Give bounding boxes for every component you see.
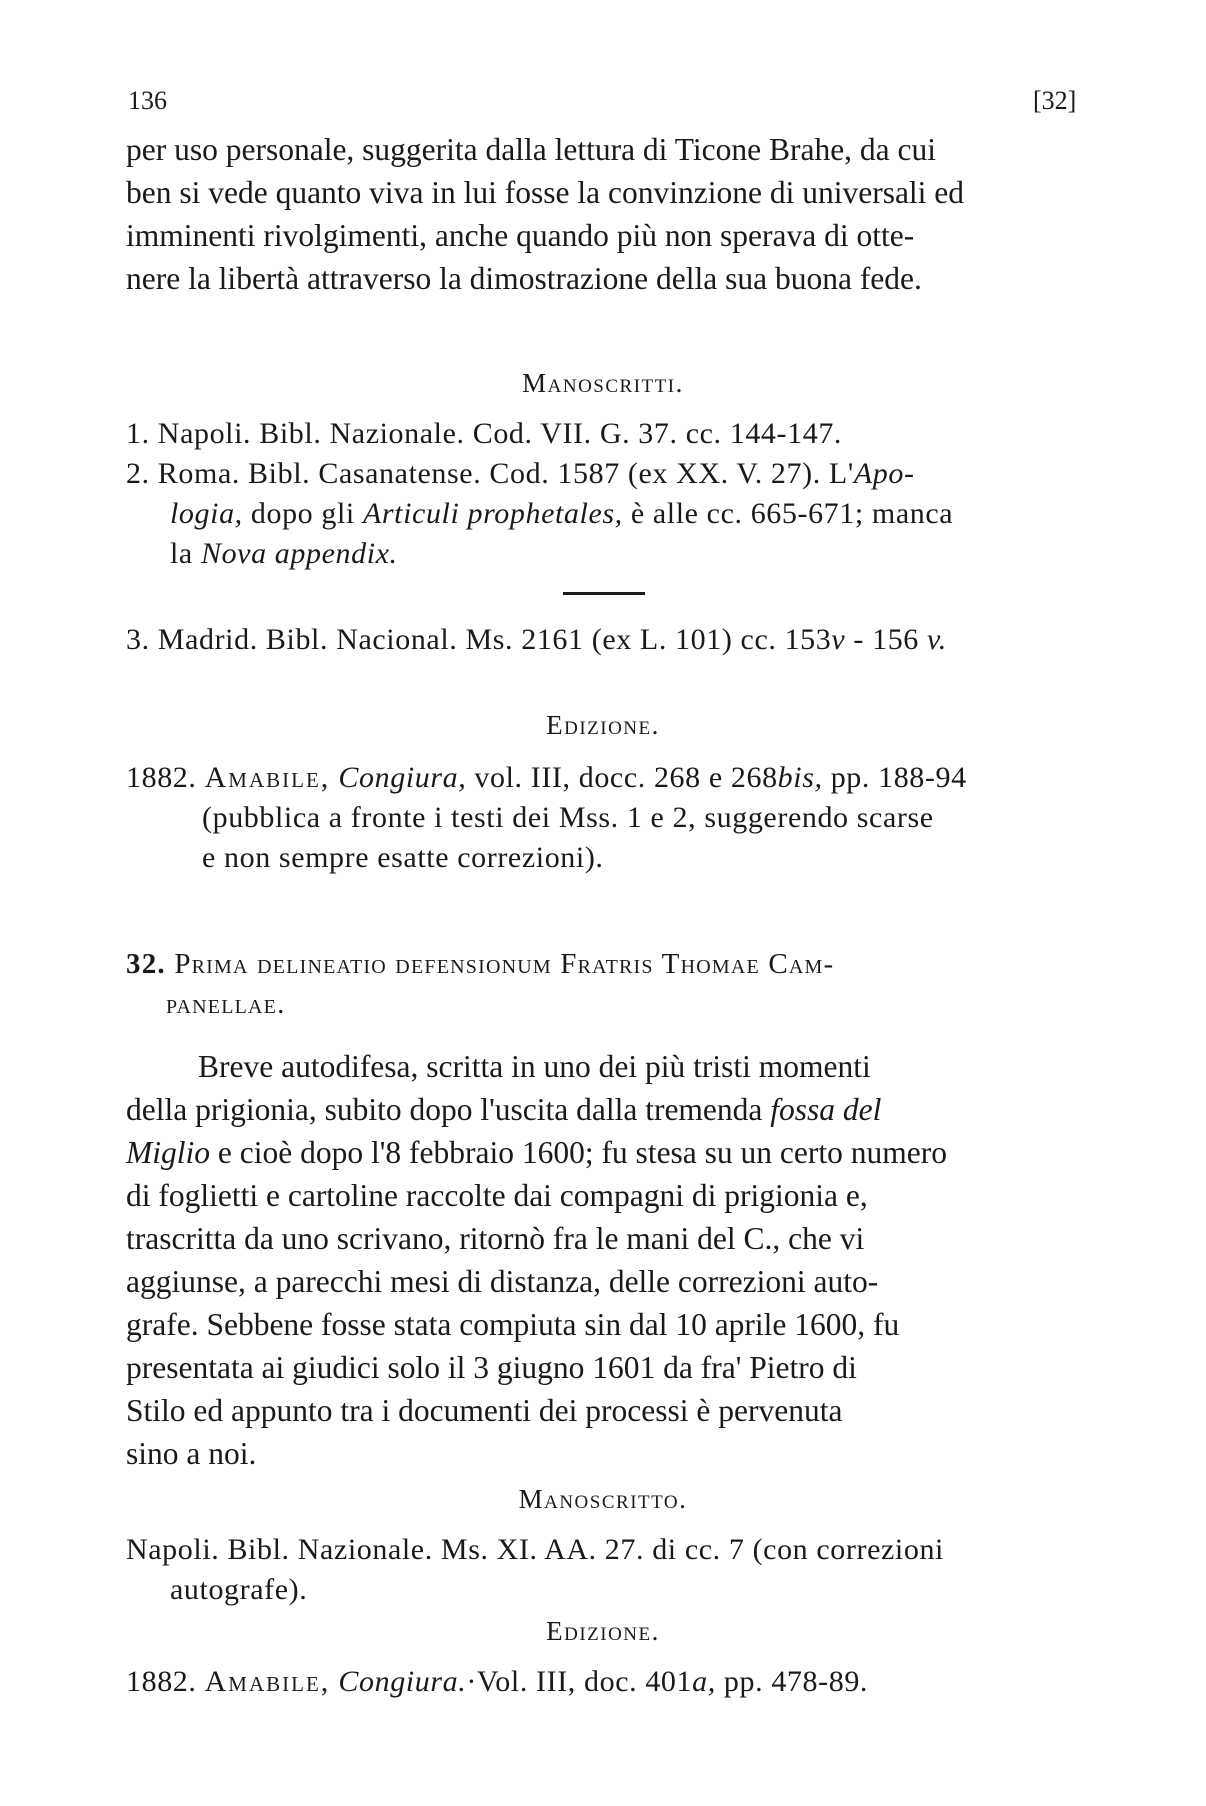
edition-line: 1882. Amabile, Congiura, vol. III, docc. 268 e 268bis, pp. 188-94: [126, 761, 967, 794]
text-line: Miglio e cioè dopo l'8 febbraio 1600; fu stesa su un certo numero: [126, 1135, 947, 1170]
edition-entry: [126, 758, 1084, 878]
list-item: 3. Madrid. Bibl. Nacional. Ms. 2161 (ex L. 101) cc. 153v - 156 v.: [126, 623, 947, 656]
list-item-continuation: logia, dopo gli Articuli prophetales, è alle cc. 665-671; manca: [170, 497, 954, 530]
edizione-heading: Edizione.: [546, 710, 660, 740]
manuscript-line: autografe).: [170, 1573, 308, 1606]
manuscript-entry: [126, 1530, 1084, 1610]
text-line: sino a noi.: [126, 1436, 257, 1471]
section-number: [32]: [1033, 86, 1077, 115]
text-line: di foglietti e cartoline raccolte dai compagni di prigionia e,: [126, 1178, 868, 1213]
body-paragraph: [126, 1045, 1084, 1475]
list-item-continuation: la Nova appendix.: [170, 537, 398, 570]
text-line: Stilo ed appunto tra i documenti dei processi è pervenuta: [126, 1393, 843, 1428]
list-item: 2. Roma. Bibl. Casanatense. Cod. 1587 (ex XX. V. 27). L'Apo-: [126, 457, 915, 490]
text-line: della prigionia, subito dopo l'uscita dalla tremenda fossa del: [126, 1092, 882, 1127]
intro-paragraph: [126, 128, 1084, 300]
edition-line: (pubblica a fronte i testi dei Mss. 1 e 2, suggerendo scarse: [202, 801, 934, 834]
section-title: Prima delineatio defensionum Fratris Thomae Cam-: [174, 948, 835, 980]
list-item: 1. Napoli. Bibl. Nazionale. Cod. VII. G. 37. cc. 144-147.: [126, 417, 843, 450]
text-line: grafe. Sebbene fosse stata compiuta sin dal 10 aprile 1600, fu: [126, 1307, 900, 1342]
manoscritto-heading: Manoscritto.: [518, 1484, 688, 1514]
section-heading: [126, 944, 1084, 1024]
manuscript-line: Napoli. Bibl. Nazionale. Ms. XI. AA. 27. di cc. 7 (con correzioni: [126, 1533, 944, 1566]
manuscripts-list-2: [126, 620, 1084, 660]
section-title-continuation: panellae.: [166, 988, 286, 1020]
page-number: 136: [128, 86, 167, 115]
text-line: nere la libertà attraverso la dimostrazione della sua buona fede.: [126, 261, 922, 296]
text-line: trascritta da uno scrivano, ritornò fra le mani del C., che vi: [126, 1221, 865, 1256]
text-line: ben si vede quanto viva in lui fosse la convinzione di universali ed: [126, 175, 965, 210]
text-line: aggiunse, a parecchi mesi di distanza, delle correzioni auto-: [126, 1264, 879, 1299]
edition-line: e non sempre esatte correzioni).: [202, 841, 604, 874]
text-line: presentata ai giudici solo il 3 giugno 1601 da fra' Pietro di: [126, 1350, 857, 1385]
edition-entry-2: [126, 1662, 1084, 1702]
edition-line: 1882. Amabile, Congiura.·Vol. III, doc. 401a, pp. 478-89.: [126, 1665, 869, 1698]
section-number-label: 32.: [126, 948, 166, 980]
manoscritti-heading: Manoscritti.: [522, 368, 684, 398]
text-line: imminenti rivolgimenti, anche quando più non sperava di otte-: [126, 218, 915, 253]
separator-rule: [563, 592, 645, 595]
edizione-heading-2: Edizione.: [546, 1616, 660, 1646]
manuscripts-list: [126, 414, 1084, 574]
text-line: Breve autodifesa, scritta in uno dei più tristi momenti: [198, 1049, 871, 1084]
text-line: per uso personale, suggerita dalla lettura di Ticone Brahe, da cui: [126, 132, 937, 167]
